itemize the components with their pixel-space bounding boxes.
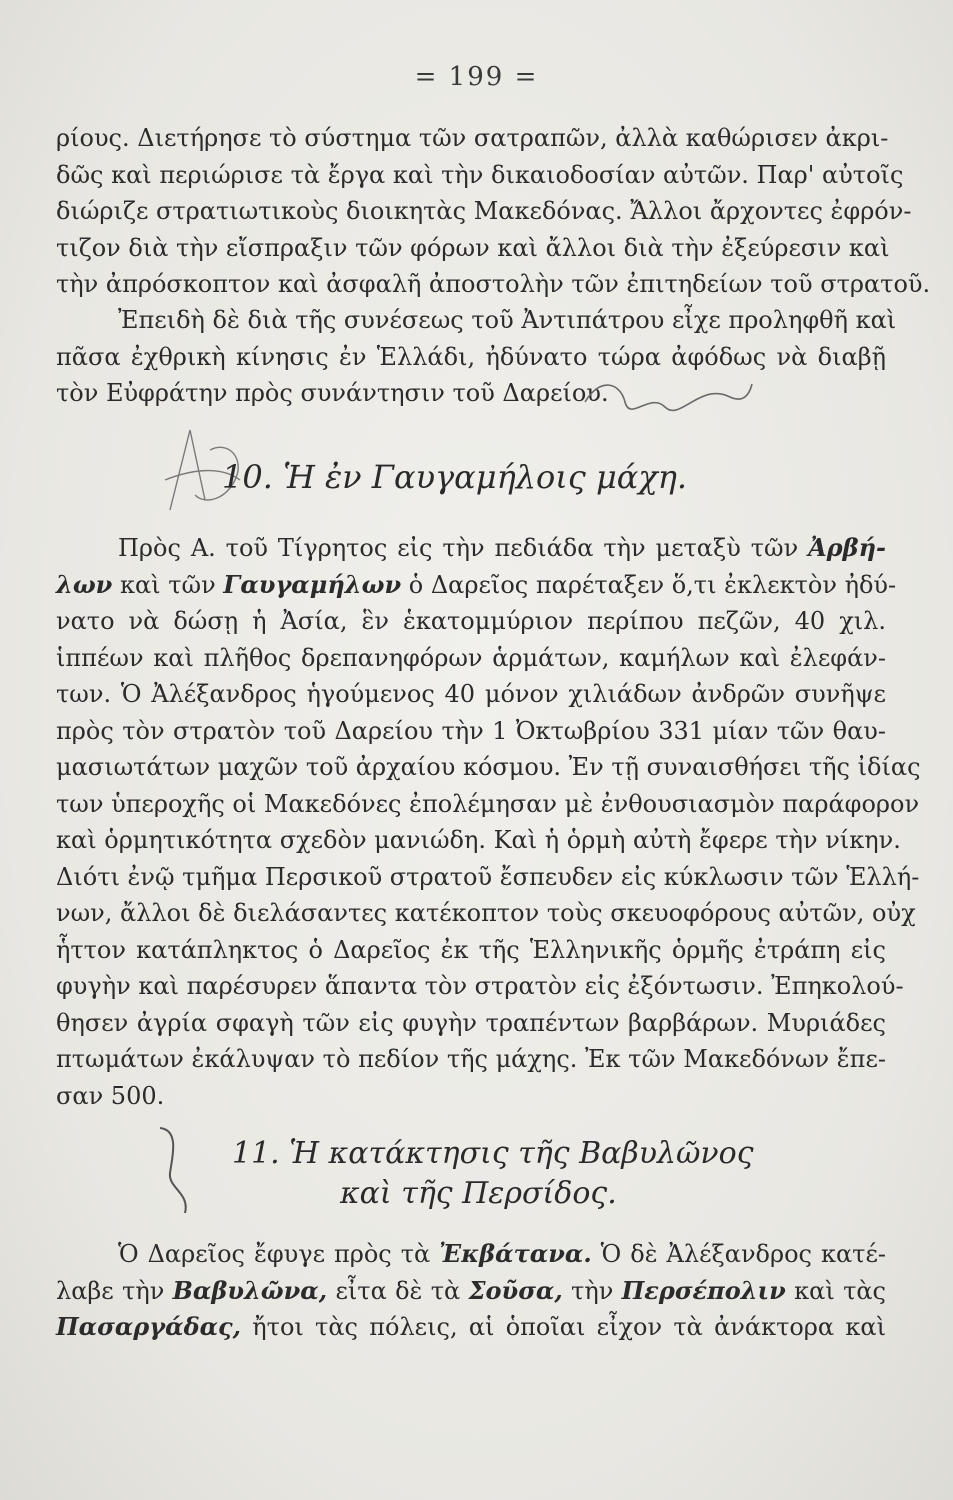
section-heading-11-line-1: 11. Ἡ κατάκτησις τῆς Βαβυλῶνος [232, 1136, 754, 1171]
text-line: νατο νὰ δώσῃ ἡ Ἀσία, ἓν ἑκατομμύριον περίπου πεζῶν, 40 χιλ. [56, 607, 886, 635]
place-name: Πασαργάδας, [56, 1312, 242, 1341]
text-line: των. Ὁ Ἀλέξανδρος ἡγούμενος 40 μόνον χιλιάδων ἀνδρῶν συνῆψε [56, 680, 886, 708]
text-line: σαν 500. [56, 1081, 165, 1110]
text-line: ἱππέων καὶ πλῆθος δρεπανηφόρων ἁρμάτων, καμήλων καὶ ἐλεφάν- [56, 643, 886, 672]
place-name: Ἀρβή- [808, 533, 886, 562]
pencil-scribble [580, 372, 760, 432]
text-line: πτωμάτων ἐκάλυψαν τὸ πεδίον τῆς μάχης. Ἐκ τῶν Μακεδόνων ἔπε- [56, 1045, 886, 1073]
place-name: Σοῦσα, [468, 1275, 563, 1305]
text-line: δῶς καὶ περιώρισε τὰ ἔργα καὶ τὴν δικαιοδοσίαν αὐτῶν. Παρ' αὐτοῖς [56, 160, 904, 189]
text-line: θησεν ἀγρία σφαγὴ τῶν εἰς φυγὴν τραπέντων βαρβάρων. Μυριάδες [56, 1008, 886, 1037]
section-heading-11-line-2: καὶ τῆς Περσίδος. [340, 1176, 617, 1211]
paragraph-1 [56, 120, 931, 303]
place-name: λων [56, 569, 113, 599]
text-line: πρὸς τὸν στρατὸν τοῦ Δαρείου τὴν 1 Ὀκτωβρίου 331 μίαν τῶν θαυ- [56, 716, 886, 745]
text-line: Ἐπειδὴ δὲ διὰ τῆς συνέσεως τοῦ Ἀντιπάτρου εἶχε προληφθῆ καὶ [118, 306, 897, 334]
handwritten-bracket [150, 1118, 200, 1218]
place-name: Περσέπολιν [621, 1275, 786, 1305]
page-number: = 199 = [414, 62, 539, 92]
paragraph-4 [56, 1236, 886, 1346]
paragraph-2 [56, 302, 897, 412]
text-line: τὸν Εὐφράτην πρὸς συνάντησιν τοῦ Δαρείου. [56, 379, 609, 407]
text-line: φυγὴν καὶ παρέσυρεν ἅπαντα τὸν στρατὸν εἰς ἐξόντωσιν. Ἐπηκολού- [56, 972, 904, 1000]
text-line: διώριζε στρατιωτικοὺς διοικητὰς Μακεδόνας. Ἄλλοι ἄρχοντες ἐφρόν- [56, 197, 912, 225]
text-line: των ὑπεροχῆς οἱ Μακεδόνες ἐπολέμησαν μὲ ἐνθουσιασμὸν παράφορον [56, 789, 920, 818]
text-line: μασιωτάτων μαχῶν τοῦ ἀρχαίου κόσμου. Ἐν τῇ συναισθήσει τῆς ἰδίας [56, 753, 921, 781]
text-line: λαβε τὴν Βαβυλῶνα, εἶτα δὲ τὰ Σοῦσα, τὴν Περσέπολιν καὶ τὰς [56, 1275, 887, 1305]
text-line: Πασαργάδας, ἤτοι τὰς πόλεις, αἱ ὁποῖαι εἶχον τὰ ἀνάκτορα καὶ [56, 1312, 886, 1341]
text-line: λων καὶ τῶν Γαυγαμήλων ὁ Δαρεῖος παρέταξεν ὅ,τι ἐκλεκτὸν ἠδύ- [56, 569, 897, 599]
place-name: Γαυγαμήλων [223, 569, 402, 599]
text-line: Ὁ Δαρεῖος ἔφυγε πρὸς τὰ Ἐκβάτανα. Ὁ δὲ Ἀλέξανδρος κατέ- [118, 1239, 886, 1268]
text-line: ἧττον κατάπληκτος ὁ Δαρεῖος ἐκ τῆς Ἑλληνικῆς ὁρμῆς ἐτράπη εἰς [56, 935, 886, 964]
place-name: Ἐκβάτανα. [439, 1239, 592, 1268]
text-line: τιζον διὰ τὴν εἴσπραξιν τῶν φόρων καὶ ἄλλοι διὰ τὴν ἐξεύρεσιν καὶ [56, 233, 890, 262]
text-line: ρίους. Διετήρησε τὸ σύστημα τῶν σατραπῶν, ἀλλὰ καθώρισεν ἀκρι- [56, 124, 889, 152]
section-heading-10: 10. Ἡ ἐν Γαυγαμήλοις μάχη. [222, 458, 688, 496]
text-line: τὴν ἀπρόσκοπτον καὶ ἀσφαλῆ ἀποστολὴν τῶν ἐπιτηδείων τοῦ στρατοῦ. [56, 270, 931, 298]
text-line: πᾶσα ἐχθρικὴ κίνησις ἐν Ἑλλάδι, ἠδύνατο τώρα ἀφόδως νὰ διαβῇ [56, 342, 886, 371]
text-line: καὶ ὁρμητικότητα σχεδὸν μανιώδη. Καὶ ἡ ὁρμὴ αὐτὴ ἔφερε τὴν νίκην. [56, 826, 901, 854]
text-line: Διότι ἐνῷ τμῆμα Περσικοῦ στρατοῦ ἔσπευδεν εἰς κύκλωσιν τῶν Ἑλλή- [56, 862, 920, 891]
paragraph-3 [56, 530, 921, 1114]
text-line: Πρὸς Α. τοῦ Τίγρητος εἰς τὴν πεδιάδα τὴν μεταξὺ τῶν Ἀρβή- [118, 533, 886, 562]
text-line: νων, ἄλλοι δὲ διελάσαντες κατέκοπτον τοὺς σκευοφόρους αὐτῶν, οὐχ [56, 899, 916, 927]
place-name: Βαβυλῶνα, [172, 1275, 328, 1305]
